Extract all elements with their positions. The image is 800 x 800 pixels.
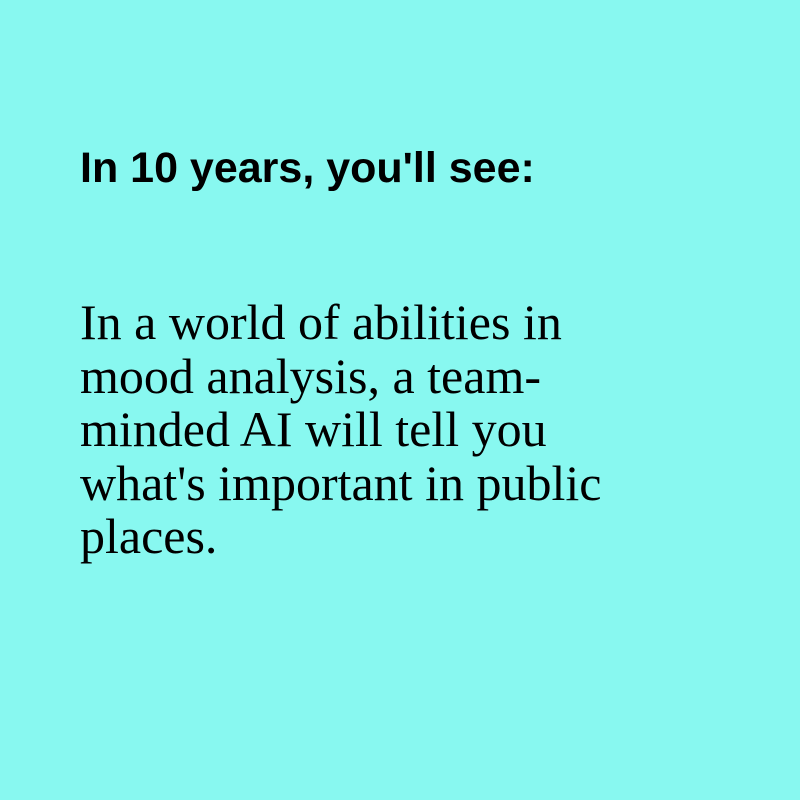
body-line-4: what's important in public: [80, 454, 602, 511]
body-line-5: places.: [80, 508, 218, 564]
body-line-1: In a world of abilities in: [80, 294, 562, 350]
body-line-3: minded AI will tell you: [80, 401, 547, 457]
body-line-2: mood analysis, a team-: [80, 347, 541, 404]
headline: In 10 years, you'll see:: [80, 144, 535, 192]
body-text: [80, 296, 690, 564]
